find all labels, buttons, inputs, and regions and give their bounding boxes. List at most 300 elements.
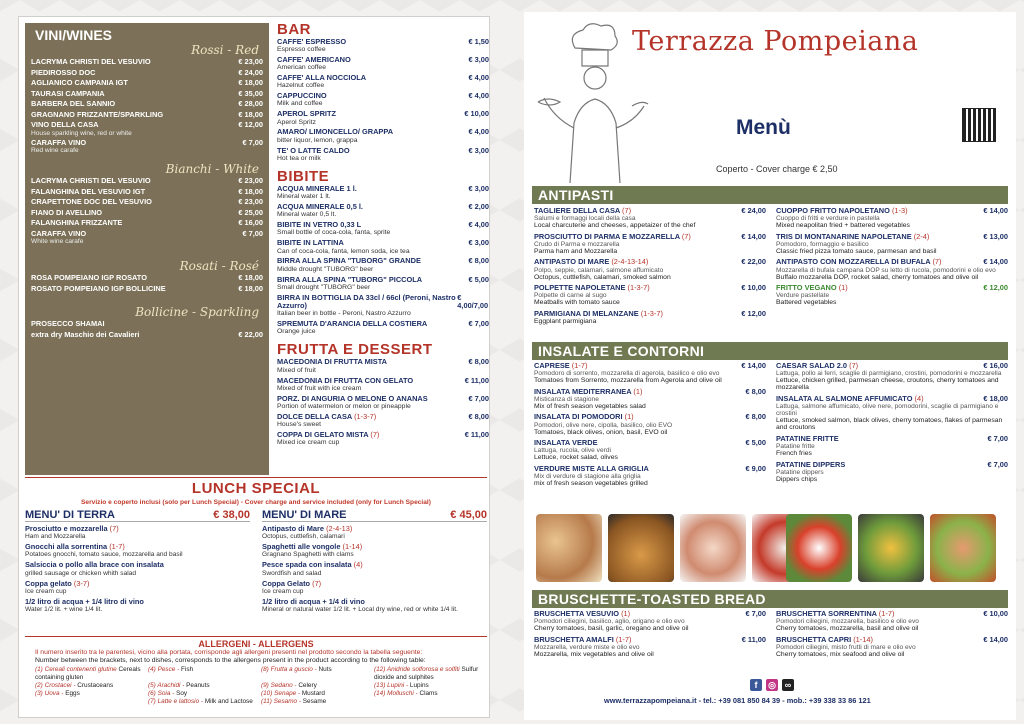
dish-price: € 14,00 [741,231,766,241]
dish-title: CAESAR SALAD 2.0 [776,361,848,370]
dish-row [776,610,1008,618]
tagliere-photo [536,514,602,582]
dish-title: PROSCIUTTO DI PARMA E MOZZARELLA [534,231,680,241]
menu-item [277,203,489,219]
wine-item [31,120,263,137]
menu-item-desc: Mineral water 1 lt. [277,193,331,201]
dish-desc-en: Tomatoes, black olives, onion, basil, EVO oil [534,428,668,436]
allergen-entry [261,666,374,682]
dish-desc-it: Pomodori ciliegini, misto frutti di mare e olio evo [776,643,916,651]
dish-desc-it: Mix di verdure di stagione alla griglia [534,473,641,481]
menu-item-row [277,56,489,64]
allergen-codes: (7) [312,578,322,588]
menu-item [277,147,489,163]
fritto-photo [608,514,674,582]
allergen-en: Peanuts [186,682,210,690]
allergen-codes: (7) [109,524,119,533]
dish-desc-it: Pomodori ciliegini, mozzarella, basilico e olio evo [776,618,919,626]
allergen-codes: (1-14) [853,634,873,644]
wine-item [31,110,263,120]
frutta-list [277,358,489,446]
menu-mare [262,509,487,616]
allergens-note-en: Number between the brackets, next to dishes, corresponds to the allergens present in the product according to the following table: [35,656,426,664]
menu-item-title: ACQUA MINERALE 1 l. [277,184,357,194]
dish-price: € 12,00 [741,308,766,318]
allergen-codes: (7) [681,231,691,241]
allergen-entry [374,682,487,690]
dish-row [776,284,1008,292]
wine-desc: White wine carafe [31,238,84,245]
cover-charge: Coperto - Cover charge € 2,50 [716,164,838,174]
dish-desc-en: Lettuce, chicken grilled, parmesan cheese, croutons, cherry tomatoes and mozzarella [776,377,999,392]
wine-name: FALANGHINA FRIZZANTE [31,218,123,227]
lunch-item-desc: Octopus, cuttlefish, calamari [262,533,345,541]
lunch-title: LUNCH SPECIAL [25,477,487,497]
allergen-codes: (1-7) [109,542,125,552]
allergen-codes: (4) [914,393,924,403]
dish-desc-en: French fries [776,450,812,458]
dish-name [776,284,848,292]
dish-title: BRUSCHETTA VESUVIO [534,609,619,618]
facebook-icon[interactable]: f [750,679,762,691]
allergen-entry [35,682,148,690]
allergens-section [25,636,487,706]
rossi-heading: Rossi - Red [191,43,259,57]
menu-item-name [277,395,428,403]
menu-item-row [277,74,489,82]
menu-item [277,56,489,72]
menu-item-row [277,203,489,211]
wine-desc: House sparkling wine, red or white [31,129,132,137]
dish-row [534,610,766,618]
dish-title: CUOPPO FRITTO NAPOLETANO [776,206,890,215]
dish-desc-en: Meatballs with tomato sauce [534,299,620,307]
menu-item-title: CAFFE' ALLA NOCCIOLA [277,73,367,83]
lunch-item-desc: Potatoes gnocchi, tomato sauce, mozzarella and basil [25,551,183,559]
menu-item-row [277,38,489,46]
menu-item-desc: Middle drought "TUBORG" beer [277,265,374,273]
lunch-item-desc: Ham and Mozzarella [25,533,86,541]
antipasti-area [534,207,1008,329]
allergen-en: Milk and Lactose [204,698,253,706]
brand-name: Terrazza Pompeiana [632,26,919,57]
bibite-title: BIBITE [277,168,330,186]
menu-item-name [277,239,344,247]
dish-name [776,610,894,618]
allergen-en: Celery [298,682,317,690]
menu-item-title: BIBITE IN LATTINA [277,238,344,248]
insalate-area [534,362,1008,491]
allergen-codes: (2-4-13-14) [611,257,649,267]
dish-price: € 8,00 [745,412,766,422]
dish-title: BRUSCHETTA CAPRI [776,634,852,644]
antipasti-right-list [776,207,1008,329]
wine-row [31,187,263,197]
bibite-list [277,185,489,335]
menu-item-title: MACEDONIA DI FRUTTA MISTA [277,357,388,367]
dish-price: € 5,00 [745,438,766,448]
dish-title: TAGLIERE DELLA CASA [534,206,620,215]
menu-item-price: € 7,00 [468,318,489,328]
lunch-item [262,543,487,551]
wine-name: AGLIANICO CAMPANIA IGT [31,78,128,87]
allergen-entry [261,690,374,698]
wine-row [31,273,263,283]
allergen-entry [148,698,261,706]
dish-name [534,413,634,421]
wine-price: € 12,00 [238,120,263,129]
dish-name [534,207,631,215]
wine-price: € 16,00 [238,218,263,227]
menu-item [277,395,489,411]
lunch-item [262,525,487,533]
menu-item-row [277,395,489,403]
lunch-item-name: Coppa gelato [25,578,72,588]
caprese-photo [786,514,852,582]
wine-name: FALANGHINA DEL VESUVIO IGT [31,186,146,196]
allergen-en: Cereals containing gluten [35,666,141,682]
menu-item-row [277,276,489,284]
wine-item [31,218,263,228]
allergen-en: Fish [181,666,194,674]
dish-price: € 8,00 [745,386,766,396]
wine-name: PIEDIROSSO DOC [31,67,96,77]
wine-price: € 23,00 [238,176,263,185]
bar-column [277,21,489,449]
dish-title: FRITTO VEGANO [776,283,837,293]
wine-row [31,330,263,340]
salad-photo [858,514,924,582]
allergen-codes: (7) [932,257,942,267]
menu-item-name [277,413,376,421]
dish-name [534,258,648,266]
dish-desc-en: Lettuce, smoked salmon, black olives, cherry tomatoes, flakes of parmesan and croutons [776,417,1003,432]
dish-desc-it: Misticanza di stagione [534,395,599,403]
menu-item-price: € 8,00 [468,256,489,266]
qr-code-icon[interactable] [962,108,996,142]
dish-name [534,388,642,396]
allergen-en: Eggs [65,690,80,698]
menu-item-desc: Mixed of fruit with ice cream [277,384,362,392]
allergen-en: Clams [419,690,438,698]
dish-desc-en: Mix of fresh season vegetables salad [534,402,646,410]
menu-item [277,358,489,374]
dish-desc-en: mix of fresh season vegetables grilled [534,480,648,488]
menu-item-price: € 3,00 [468,238,489,248]
menu-item-price: € 10,00 [464,109,489,119]
dish-desc-it: Pomodoro di sorrento, mozzarella di agerola, basilico e olio evo [534,370,720,378]
dish-title: VERDURE MISTE ALLA GRIGLIA [534,463,649,473]
lunch-item-name: Prosciutto e mozzarella [25,524,108,533]
allergen-entry [374,698,487,706]
bruschette-area [534,610,1008,661]
dish-row [534,310,766,318]
allergen-codes: (2-4-13) [326,524,353,533]
menu-item [277,74,489,90]
dish-desc-en: Mixed neapolitan fried + battered vegetables [776,222,910,230]
menu-item [277,431,489,447]
dish-name [534,610,630,618]
menu-item-name [277,320,427,328]
allergen-entry [148,666,261,682]
menu-item-price: € 4,00 [468,73,489,83]
allergen-it: (6) Soia - [148,690,175,698]
wine-item [31,68,263,78]
allergen-en: Crustaceans [77,682,114,690]
lunch-item-name: Antipasto di Mare [262,524,325,533]
menu-item [277,110,489,126]
dish-row [776,435,1008,443]
menu-item [277,185,489,201]
lunch-item-desc: Water 1/2 lit. + wine 1/4 lit. [25,606,103,614]
allergen-it: (9) Sedano - [261,682,297,690]
terra-list [25,525,250,613]
frutta-title: FRUTTA E DESSERT [277,341,433,359]
wine-name: PROSECCO SHAMAI [31,319,105,328]
lunch-item-name: Gnocchi alla sorrentina [25,542,108,552]
antipasti-left-list [534,207,766,329]
lunch-item [25,561,250,569]
wine-item [31,330,263,340]
allergen-it: (5) Arachidi - [148,682,185,690]
allergen-en: Sesame [302,698,327,706]
dish-price: € 24,00 [741,206,766,215]
wine-item [31,284,263,294]
wine-price: € 35,00 [238,88,263,98]
dish-row [534,207,766,215]
menu-item-row [277,128,489,136]
dish-price: € 14,00 [983,206,1008,215]
menu-item-price: € 4,00/7,00 [457,292,489,310]
wine-row [31,89,263,99]
menu-item-desc: Mineral water 0,5 lt. [277,211,337,219]
menu-item-name [277,358,387,366]
dish-title: ANTIPASTO DI MARE [534,257,610,267]
menu-item-name [277,431,379,439]
allergen-codes: (1-3-7) [354,411,377,421]
lunch-item-name: 1/2 litro di acqua + 1/4 di vino [262,596,365,606]
lunch-item [25,543,250,551]
allergen-it: (1) Cereali contenenti glutine [35,666,117,674]
dish-desc-en: Eggplant parmigiana [534,318,597,326]
allergen-it: (14) Molluschi - [374,690,418,698]
dish-name [776,395,924,403]
dish-desc-it: Lattuga, pollo ai ferri, scaglie di parmigiano, crostini, pomodorini e mozzarella [776,370,1002,378]
lunch-item-desc: Mineral or natural water 1/2 lit. + Local dry wine, red or white 1/4 lit. [262,606,458,614]
dish-name [534,362,587,370]
rossi-list [31,57,263,154]
bianchi-list [31,176,263,245]
menu-terra-title: MENU' DI TERRA [25,509,116,521]
dish-desc-it: Lattuga, rucola, olive verdi [534,447,611,455]
dish-desc-it: Verdure pastellate [776,292,830,300]
menu-item [277,221,489,237]
wine-item [31,187,263,197]
menu-item-price: € 8,00 [468,411,489,421]
dish-row [534,439,766,447]
menu-item-row [277,431,489,439]
allergen-codes: (1) [633,386,643,396]
allergen-entry [261,682,374,690]
tripadvisor-icon[interactable]: ∞ [782,679,794,691]
allergen-codes: (1-3-7) [640,308,663,318]
menu-item-price: € 11,00 [464,429,489,439]
bruschette-right-list [776,610,1008,661]
insalate-band: INSALATE E CONTORNI [532,342,1008,360]
footer-contacts: www.terrazzapompeiana.it - tel.: +39 081 850 84 39 - mob.: +39 338 33 86 121 [604,696,871,705]
wine-row [31,110,263,120]
dish-row [776,207,1008,215]
menu-item-desc: Orange juice [277,328,316,336]
menu-item-desc: Italian beer in bottle - Peroni, Nastro Azzurro [277,310,411,318]
allergen-codes: (1-7) [571,361,588,370]
dish-name [534,465,649,473]
dish-title: PATATINE DIPPERS [776,459,846,469]
rosati-heading: Rosati - Rosé [179,259,259,273]
instagram-icon[interactable]: ◎ [766,679,778,691]
dish-price: € 7,00 [745,609,766,618]
allergen-entry [35,698,148,706]
bollicine-list [31,319,263,339]
dish-title: INSALATA MEDITERRANEA [534,386,632,396]
dish-price: € 7,00 [987,459,1008,469]
menu-item-name [277,185,357,193]
menu-item-row [277,377,489,385]
bruschette-left-list [534,610,766,661]
wine-item [31,197,263,207]
menu-item-title: PORZ. DI ANGURIA O MELONE O ANANAS [277,393,428,403]
menu-item-desc: Hot tea or milk [277,154,321,162]
wine-price: € 18,00 [238,78,263,87]
menu-item-price: € 2,00 [468,202,489,212]
menu-item-row [277,413,489,421]
wine-row [31,57,263,67]
menu-item [277,92,489,108]
menu-item-name [277,147,350,155]
wine-row [31,176,263,186]
dish-price: € 9,00 [745,463,766,473]
menu-item-title: COPPA DI GELATO MISTA [277,429,369,439]
dish-price: € 7,00 [987,433,1008,443]
dish-row [534,413,766,421]
menu-item [277,257,489,273]
lunch-item-desc: Gragnano Spaghetti with clams [262,551,354,559]
menu-item-name [277,56,351,64]
allergen-it: (4) Pesce - [148,666,180,674]
bollicine-heading: Bollicine - Sparkling [135,305,259,319]
menu-item [277,239,489,255]
menu-item-price: € 7,00 [468,393,489,403]
menu-item-name [277,74,366,82]
menu-item-desc: Portion of watermelon or melon or pineapple [277,402,411,410]
wine-price: € 18,00 [238,283,263,293]
dish-name [776,435,839,443]
allergen-it: (11) Sesamo - [261,698,302,706]
menu-item-price: € 1,50 [468,37,489,46]
allergens-note-it: Il numero inserito tra le parentesi, vicino alla portata, corrisponde agli allergeni presenti nel prodotto secondo la tabella seguente: [35,649,423,656]
dish-name [776,362,858,370]
dish-price: € 12,00 [983,283,1008,293]
menu-item-title: APEROL SPRITZ [277,109,336,119]
bar-title: BAR [277,21,311,38]
wines-panel [25,23,269,475]
lunch-item-name: Pesce spada con insalata [262,560,352,570]
allergen-codes: (7) [370,429,380,439]
menu-item-row [277,239,489,247]
menu-item-desc: American coffee [277,64,326,72]
bruschette-band: BRUSCHETTE-TOASTED BREAD [532,590,1008,608]
bianchi-heading: Bianchi - White [165,162,259,176]
menu-mare-price: € 45,00 [450,509,487,521]
dish-price: € 10,00 [983,609,1008,618]
dish-desc-en: Local charcuterie and cheeses, appetaizer of the chef [534,222,696,230]
menu-item-row [277,110,489,118]
wine-price: € 18,00 [238,273,263,282]
allergen-en: Mustard [301,690,325,698]
dish-desc-en: Cherry tomatoes, mix seafood and olive oil [776,650,905,658]
lunch-item [25,580,250,588]
allergen-en: Nuts [318,666,332,674]
dish-title: INSALATA AL SALMONE AFFUMICATO [776,393,913,403]
wine-name: GRAGNANO FRIZZANTE/SPARKLING [31,109,164,119]
menu-item [277,377,489,393]
dish-desc-it: Crudo di Parma e mozzarella [534,240,620,248]
dish-desc-it: Cuoppo di fritti e verdure in pastella [776,215,880,223]
dish-desc-en: Cherry tomatoes, mozzarella, basil and olive oil [776,625,919,633]
dish-desc-en: Octopus, cuttlefish, calamari, smoked salmon [534,273,671,281]
menu-item-desc: Aperol Spritz [277,118,316,126]
menu-item-row [277,294,489,310]
dish-price: € 13,00 [983,231,1008,241]
dish-name [776,258,941,266]
menu-item [277,413,489,429]
dish-row [534,362,766,370]
menu-item-price: € 3,00 [468,145,489,155]
wine-price: € 7,00 [242,137,263,147]
dish-price: € 10,00 [741,283,766,293]
menu-item-row [277,358,489,366]
allergen-it: (3) Uova - [35,690,64,698]
dish-desc-it: Pomodori ciliegini, basilico, aglio, origano e olio evo [534,618,685,626]
menu-item-title: BIRRA ALLA SPINA "TUBORG" GRANDE [277,256,421,266]
allergen-codes: (7) [622,206,632,215]
wine-price: € 23,00 [238,57,263,66]
allergen-codes: (1-3) [891,206,908,215]
dish-name [776,233,929,241]
dish-row [776,258,1008,266]
dish-desc-it: Polpo, seppie, calamari, salmone affumicato [534,266,664,274]
allergen-codes: (4) [353,560,363,570]
dish-desc-it: Patatine dippers [776,468,824,476]
lunch-item-desc: Ice cream cup [262,587,304,595]
wine-price: € 18,00 [238,109,263,119]
dish-desc-it: Lattuga, salmone affumicato, olive nere, pomodorini, scaglie di parmigiano e crostini [776,403,999,418]
wine-name: extra dry Maschio dei Cavalieri [31,329,140,339]
menu-item-title: CAFFE' ESPRESSO [277,37,347,46]
allergen-entry [148,690,261,698]
dish-desc-it: Patatine fritte [776,443,815,451]
dish-desc-it: Polpette di carne al sugo [534,292,607,300]
dish-title: INSALATA DI POMODORI [534,412,623,422]
wine-name: VINO DELLA CASA [31,120,99,129]
wine-row [31,208,263,218]
wine-name: TAURASI CAMPANIA [31,88,105,98]
wine-row [31,284,263,294]
wine-name: FIANO DI AVELLINO [31,207,103,217]
dish-name [534,284,650,292]
allergen-entry [35,690,148,698]
menu-terra-price: € 38,00 [213,509,250,521]
